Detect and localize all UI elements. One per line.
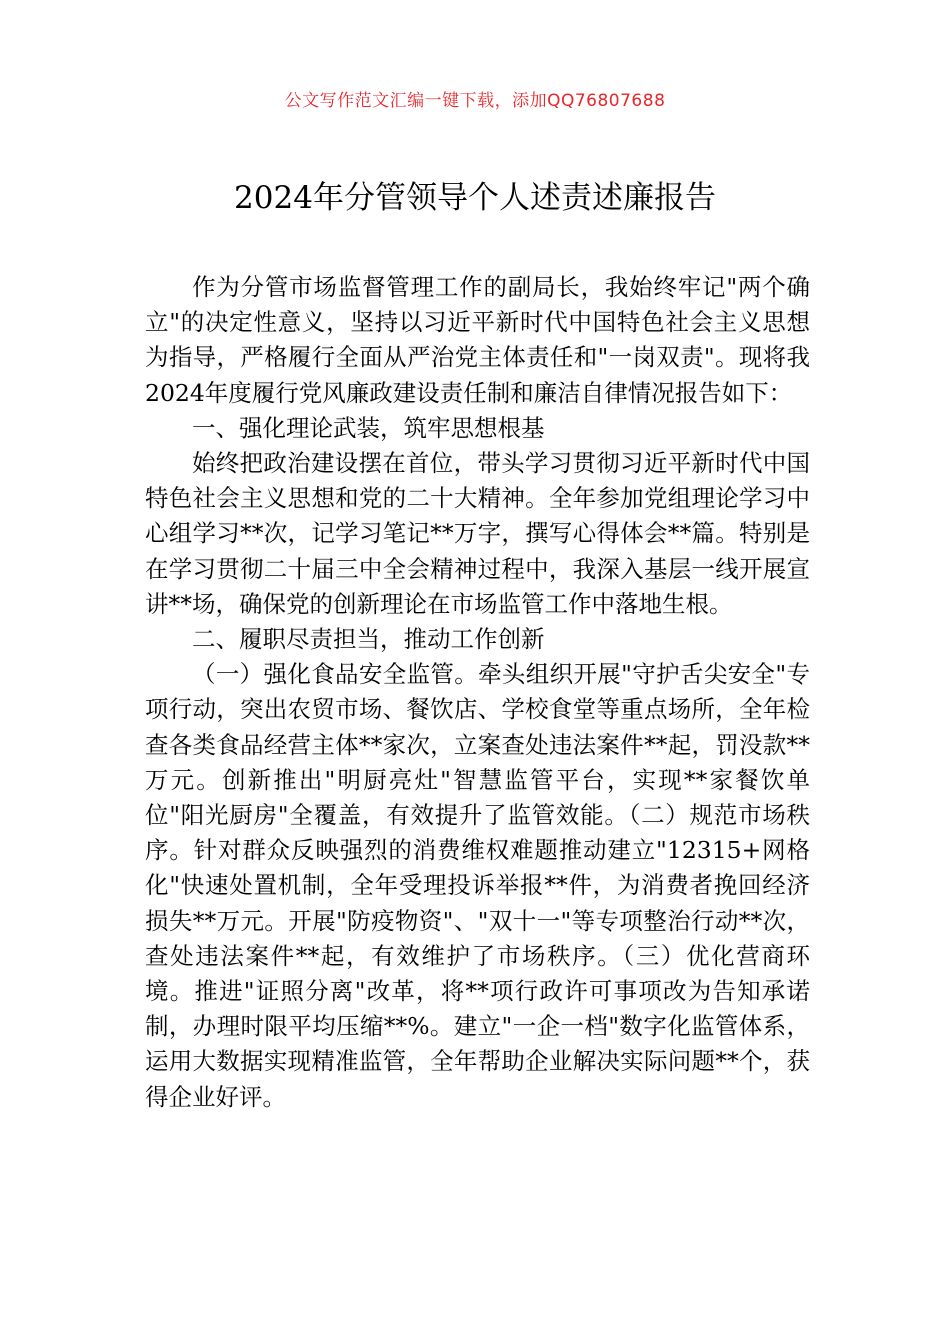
document-body — [145, 270, 810, 1115]
section-1-paragraph: 始终把政治建设摆在首位，带头学习贯彻习近平新时代中国特色社会主义思想和党的二十大精神。全年参加党组理论学习中心组学习**次，记学习笔记**万字，撰写心得体会**篇。特别是在学习贯彻二十届三中全会精神过程中，我深入基层一线开展宣讲**场，确保党的创新理论在市场监管工作中落地生根。 — [145, 449, 810, 618]
section-heading-1: 一、强化理论武装，筑牢思想根基 — [192, 413, 545, 442]
intro-paragraph: 作为分管市场监督管理工作的副局长，我始终牢记"两个确立"的决定性意义，坚持以习近平新时代中国特色社会主义思想为指导，严格履行全面从严治党主体责任和"一岗双责"。现将我2024年度履行党风廉政建设责任制和廉洁自律情况报告如下： — [145, 273, 810, 407]
document-title: 2024年分管领导个人述责述廉报告 — [234, 180, 716, 216]
section-heading-2: 二、履职尽责担当，推动工作创新 — [192, 625, 545, 654]
download-promo-note: 公文写作范文汇编一键下载，添加QQ76807688 — [284, 91, 666, 111]
section-2-paragraph: （一）强化食品安全监管。牵头组织开展"守护舌尖安全"专项行动，突出农贸市场、餐饮店、学校食堂等重点场所，全年检查各类食品经营主体**家次，立案查处违法案件**起，罚没款**万元。创新推出"明厨亮灶"智慧监管平台，实现**家餐饮单位"阳光厨房"全覆盖，有效提升了监管效能。（二）规范市场秩序。针对群众反映强烈的消费维权难题推动建立"12315+网格化"快速处置机制，全年受理投诉举报**件，为消费者挽回经济损失**万元。开展"防疫物资"、"双十一"等专项整治行动**次，查处违法案件**起，有效维护了市场秩序。（三）优化营商环境。推进"证照分离"改革，将**项行政许可事项改为告知承诺制，办理时限平均压缩**%。建立"一企一档"数字化监管体系，运用大数据实现精准监管，全年帮助企业解决实际问题**个，获得企业好评。 — [145, 660, 810, 1111]
